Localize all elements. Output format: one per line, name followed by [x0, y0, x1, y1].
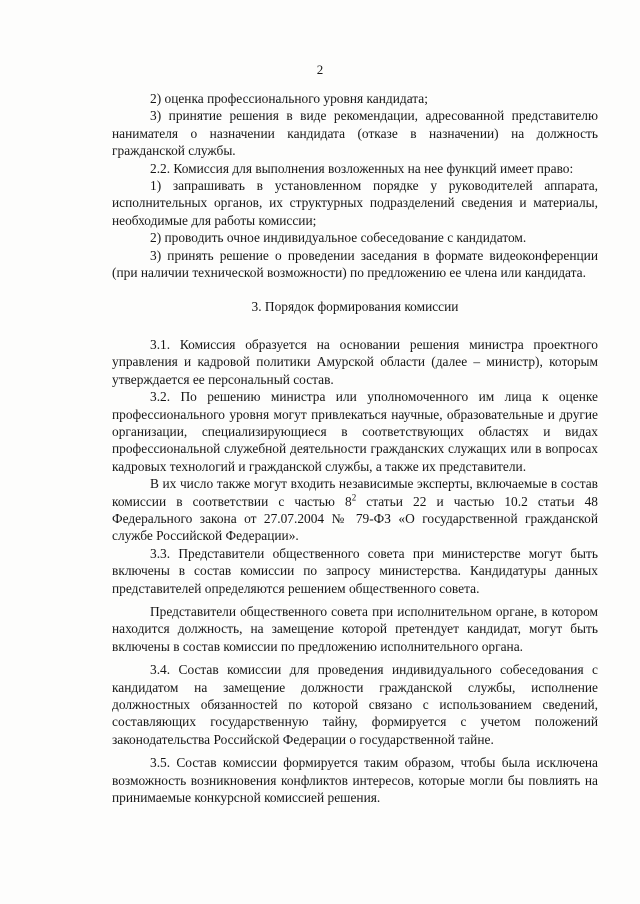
- page-number: 2: [316, 62, 324, 77]
- experts-text-end: статьи 22 и частью 10.2 статьи 48 Федерального закона от 27.07.2004 № 79-ФЗ «О государственной гражданской службе Российской Федерации».: [112, 493, 598, 544]
- paragraph-3-3: 3.3. Представители общественного совета при министерстве могут быть включены в состав комиссии по запросу министерства. Кандидатуры данных представителей определяются решением общественного совета.: [112, 545, 598, 596]
- experts-superscript: 2: [351, 492, 357, 503]
- paragraph-3-videoconference: 3) принять решение о проведении заседания в формате видеоконференции (при наличии технической возможности) по предложению ее члена или кандидата.: [112, 247, 598, 281]
- paragraph-public-council: Представители общественного совета при исполнительном органе, в котором находится должность, на замещение которой претендует кандидат, могут быть включены в состав комиссии по предложению исполнительного органа.: [112, 603, 598, 654]
- document-body: [112, 90, 598, 806]
- paragraph-2-evaluation: 2) оценка профессионального уровня кандидата;: [150, 91, 428, 106]
- section-heading: 3. Порядок формирования комиссии: [251, 299, 459, 315]
- paragraph-3-1: 3.1. Комиссия образуется на основании решения министра проектного управления и кадровой политики Амурской области (далее – министр), которым утверждается ее персональный состав.: [112, 336, 598, 387]
- paragraph-1-request: 1) запрашивать в установленном порядке у руководителей аппарата, исполнительных органов, их структурных подразделений сведения и материалы, необходимые для работы комиссии;: [112, 178, 598, 228]
- paragraph-2-interview: 2) проводить очное индивидуальное собеседование с кандидатом.: [150, 230, 527, 246]
- paragraph-3-2: 3.2. По решению министра или уполномоченного им лица к оценке профессионального уровня могут привлекаться научные, образовательные и другие организации, специализирующиеся в соответствующих областях и видах профессиональной служебной деятельности гражданских служащих или в вопросах кадровых технологий и гражданской службы, а также их представители.: [112, 389, 598, 474]
- paragraph-2-2-rights: 2.2. Комиссия для выполнения возложенных на нее функций имеет право:: [150, 160, 574, 176]
- paragraph-3-4: 3.4. Состав комиссии для проведения индивидуального собеседования с кандидатом на замещение должности гражданской службы, исполнение должностных обязанностей по которой связано с использованием сведений, составляющих государственную тайну, формируется с учетом положений законодательства Российской Федерации о государственной тайне.: [112, 662, 598, 747]
- experts-text-start: В их число также могут входить независимые эксперты, включаемые в состав комиссии в соответствии с частью 8: [112, 476, 598, 509]
- paragraph-experts: [112, 475, 598, 545]
- paragraph-3-5: 3.5. Состав комиссии формируется таким образом, чтобы была исключена возможность возникновения конфликтов интересов, которые могли бы повлиять на принимаемые конкурсной комиссией решения.: [112, 755, 598, 806]
- paragraph-3-recommendation: 3) принятие решения в виде рекомендации, адресованной представителю нанимателя о назначении кандидата (отказе в назначении) на должность гражданской службы.: [112, 108, 598, 159]
